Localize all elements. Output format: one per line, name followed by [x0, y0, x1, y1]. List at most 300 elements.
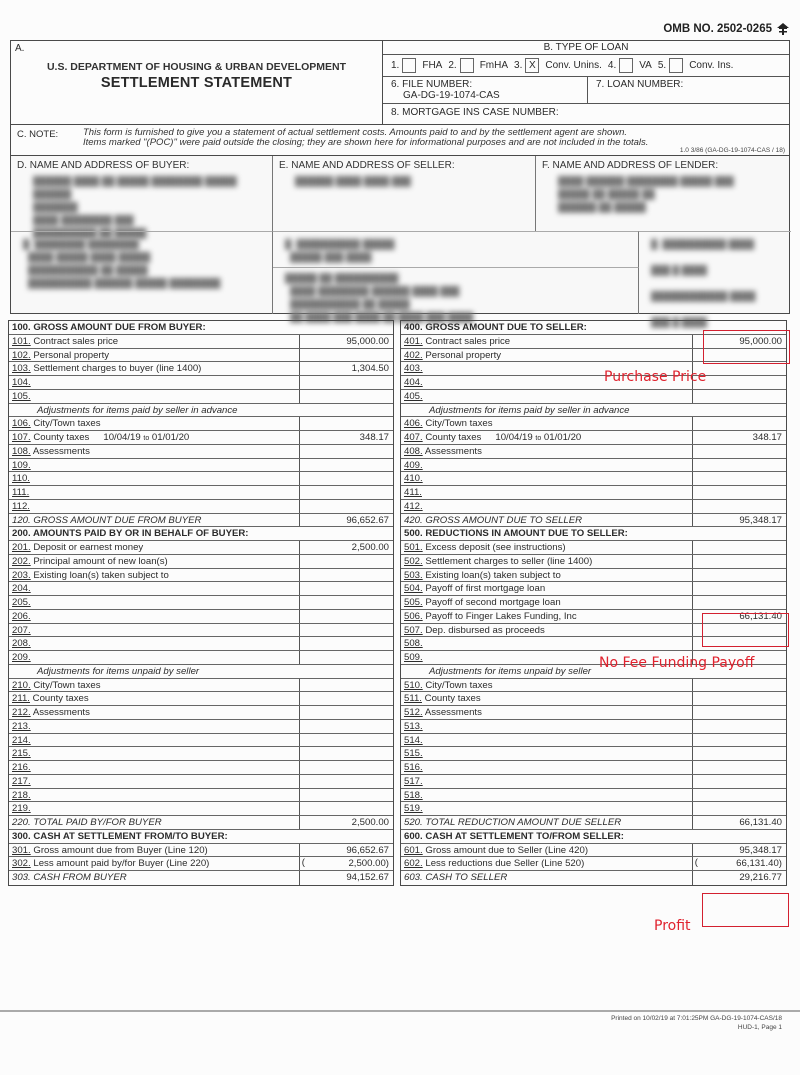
line-number: 101. [12, 335, 31, 347]
line-item [401, 692, 786, 706]
line-item [9, 486, 393, 500]
line-number: 105. [12, 390, 31, 402]
line-amount [692, 789, 786, 802]
line-number: 208. [12, 638, 31, 650]
line-number: 518. [404, 789, 423, 801]
seller-label: E. NAME AND ADDRESS OF SELLER: [279, 160, 455, 171]
line-item [9, 431, 393, 445]
loan-type-checkbox-fha[interactable] [402, 58, 416, 73]
line-number: 302. [12, 858, 31, 870]
buyer-redacted: ██████ ████ ██ █████ ████████ █████ ██████ ███████ ████ ████████ ███ ██████████ ██ █████ [33, 176, 237, 238]
line-item [401, 857, 786, 871]
line-description [401, 596, 692, 609]
line-number: 408. [404, 445, 423, 457]
lender-redacted: ████ ██████ ████████ █████ ███ █████ ██ █████ ██ ██████ ██ █████ [558, 176, 734, 212]
line-item [9, 459, 393, 473]
line-label: Less amount paid by/for Buyer (Line 220) [33, 858, 210, 870]
line-item [401, 376, 786, 390]
line-label: Gross amount due from Buyer (Line 120) [33, 844, 208, 856]
line-description [9, 514, 299, 527]
line-number: 210. [12, 679, 31, 691]
line-description [9, 637, 299, 650]
line-item [9, 720, 393, 734]
type-of-loan-label: B. TYPE OF LOAN [383, 41, 789, 55]
line-item [9, 555, 393, 569]
line-amount [299, 802, 393, 815]
line-item [401, 844, 786, 858]
line-amount: 95,000.00 [299, 335, 393, 348]
line-label: Payoff to Finger Lakes Funding, Inc [425, 610, 577, 622]
note-text [83, 128, 648, 148]
buyer-label: D. NAME AND ADDRESS OF BUYER: [17, 160, 190, 171]
dates-redacted: █. ██████████ ████ ███ █ ████ ████████████ ████ ███ █ ████ [651, 239, 756, 327]
line-number: 211. [12, 693, 30, 705]
line-number: 510. [404, 679, 423, 691]
line-item [9, 445, 393, 459]
date-from: 10/04/19 [495, 432, 533, 443]
line-number: 514. [404, 734, 423, 746]
line-item [9, 761, 393, 775]
settlement-agent-box [273, 231, 639, 267]
line-item [401, 459, 786, 473]
line-item [9, 500, 393, 514]
section-header [9, 527, 393, 541]
date-to: 01/01/20 [543, 432, 582, 443]
line-label: City/Town taxes [425, 418, 493, 430]
line-description [401, 472, 692, 485]
line-amount [299, 500, 393, 513]
line-item [9, 390, 393, 404]
line-item [9, 637, 393, 651]
line-description [401, 514, 692, 527]
line-number: 511. [404, 693, 422, 705]
line-amount [299, 651, 393, 664]
line-description [9, 555, 299, 568]
line-label: GROSS AMOUNT DUE FROM BUYER [33, 514, 202, 526]
line-number: 513. [404, 720, 423, 732]
line-number: 601. [404, 844, 423, 856]
line-number: 420. [404, 514, 423, 526]
line-description [9, 747, 299, 760]
hud-logo-icon [776, 22, 790, 36]
line-label: Principal amount of new loan(s) [33, 555, 168, 567]
agent-redacted: █. ██████████ █████ █████ ███ ████ [285, 239, 395, 262]
line-label: TOTAL PAID BY/FOR BUYER [33, 817, 162, 828]
section-b [383, 41, 789, 125]
line-description [9, 857, 299, 870]
line-label: Personal property [33, 349, 110, 361]
line-item [401, 720, 786, 734]
line-description [401, 816, 692, 829]
line-description [401, 789, 692, 802]
line-label: Gross amount due to Seller (Line 420) [425, 844, 589, 856]
loan-type-checkbox-va[interactable] [619, 58, 633, 73]
line-number: 303. [12, 872, 31, 883]
line-number: 120. [12, 514, 31, 526]
line-description [9, 486, 299, 499]
line-amount [692, 541, 786, 554]
line-description [401, 569, 692, 582]
loan-type-checkbox-conv-unins[interactable]: X [525, 58, 539, 73]
line-label: Excess deposit (see instructions) [425, 542, 566, 553]
line-amount [692, 500, 786, 513]
line-number: 212. [12, 707, 31, 718]
line-item [401, 417, 786, 431]
line-number: 409. [404, 459, 423, 471]
line-number: 520. [404, 817, 423, 828]
loan-type-label: VA [639, 60, 652, 71]
line-label: City/Town taxes [425, 679, 493, 691]
printed-timestamp: Printed on 10/02/19 at 7:01:25PM GA-DG-19-1074-CAS/18 [611, 1015, 782, 1022]
line-description [9, 349, 299, 362]
line-description [401, 734, 692, 747]
profit-annotation: Profit [654, 918, 691, 934]
loan-type-number: 3. [514, 60, 523, 71]
line-number: 407. [404, 432, 423, 443]
date-to-word: to [535, 435, 542, 442]
line-item [401, 734, 786, 748]
line-item [9, 789, 393, 803]
line-number: 109. [12, 459, 31, 471]
line-number: 507. [404, 624, 423, 636]
file-number-cell [383, 77, 588, 104]
line-amount: 66,131.40 [692, 610, 786, 623]
section-header [9, 830, 393, 844]
line-description [9, 624, 299, 637]
line-amount: 95,348.17 [692, 514, 786, 527]
line-label: CASH TO SELLER [425, 872, 508, 883]
line-number: 104. [12, 377, 31, 388]
loan-type-label: Conv. Ins. [689, 60, 734, 71]
settlement-date-box [639, 231, 791, 327]
line-amount: 348.17 [692, 431, 786, 444]
adjustments-subheader [9, 665, 393, 679]
line-amount [299, 720, 393, 733]
line-description [9, 692, 299, 705]
line-amount [692, 596, 786, 609]
line-description [9, 417, 299, 430]
line-number: 216. [12, 762, 31, 773]
line-item [401, 789, 786, 803]
line-amount [299, 637, 393, 650]
line-label: Less reductions due Seller (Line 520) [425, 858, 585, 870]
line-number: 215. [12, 748, 31, 760]
adjustments-subheader [401, 404, 786, 418]
line-description [9, 651, 299, 664]
line-description [401, 857, 692, 870]
line-number: 512. [404, 707, 423, 718]
line-number: 111. [12, 487, 30, 498]
line-description [9, 569, 299, 582]
note-label: C. NOTE: [17, 129, 59, 140]
line-number: 112. [12, 500, 30, 512]
line-number: 505. [404, 597, 423, 608]
line-number: 402. [404, 349, 423, 361]
omb-text: OMB NO. 2502-0265 [663, 23, 772, 35]
line-description: Adjustments for items unpaid by seller [429, 665, 592, 677]
buyer-box [11, 156, 273, 238]
line-description [401, 679, 692, 692]
line-item [9, 582, 393, 596]
total-row [9, 514, 393, 528]
line-description [9, 802, 299, 815]
property-location-box [11, 231, 273, 314]
line-number: 204. [12, 583, 31, 595]
line-amount: 1,304.50 [299, 362, 393, 375]
line-item [9, 335, 393, 349]
line-description [401, 775, 692, 788]
line-label: GROSS AMOUNT DUE TO SELLER [425, 514, 583, 526]
line-label: Payoff of second mortgage loan [425, 597, 561, 608]
line-item [9, 651, 393, 665]
total-row [9, 816, 393, 830]
line-number: 506. [404, 610, 423, 622]
line-amount: 348.17 [299, 431, 393, 444]
date-from: 10/04/19 [103, 432, 141, 443]
line-description: 200. AMOUNTS PAID BY OR IN BEHALF OF BUYER: [12, 528, 249, 540]
line-description [401, 610, 692, 623]
line-description [401, 802, 692, 815]
line-amount [692, 761, 786, 774]
line-amount [299, 789, 393, 802]
line-description [401, 486, 692, 499]
line-description [401, 390, 692, 403]
line-label: County taxes [33, 432, 90, 443]
line-amount [692, 555, 786, 568]
line-description [9, 582, 299, 595]
line-number: 103. [12, 363, 31, 375]
line-amount [299, 747, 393, 760]
loan-type-number: 1. [391, 60, 400, 71]
line-number: 508. [404, 638, 423, 650]
line-description [401, 637, 692, 650]
section-header [9, 321, 393, 335]
line-description: 400. GROSS AMOUNT DUE TO SELLER: [404, 322, 587, 333]
line-number: 509. [404, 652, 423, 663]
line-description [401, 747, 692, 760]
line-number: 218. [12, 789, 31, 801]
line-number: 219. [12, 803, 31, 815]
note-section [10, 124, 790, 156]
line-description [9, 720, 299, 733]
line-amount [299, 775, 393, 788]
line-item [401, 569, 786, 583]
line-description [401, 844, 692, 857]
line-item [401, 390, 786, 404]
section-a [11, 41, 383, 125]
line-item [401, 802, 786, 816]
file-number-value: GA-DG-19-1074-CAS [403, 90, 500, 101]
date-range [495, 432, 581, 443]
line-number: 213. [12, 720, 31, 732]
file-number-label: 6. FILE NUMBER: [391, 79, 473, 90]
date-to: 01/01/20 [151, 432, 190, 443]
line-number: 501. [404, 542, 423, 553]
lender-box [536, 156, 791, 231]
line-description [9, 376, 299, 389]
line-amount [692, 734, 786, 747]
line-description [401, 624, 692, 637]
line-amount: 95,348.17 [692, 844, 786, 857]
line-label: Dep. disbursed as proceeds [425, 624, 545, 636]
line-number: 517. [404, 775, 423, 787]
line-item [9, 706, 393, 720]
line-description [401, 349, 692, 362]
line-label: City/Town taxes [33, 418, 101, 430]
line-label: County taxes [424, 693, 481, 705]
line-item [401, 431, 786, 445]
line-amount: 94,152.67 [299, 871, 393, 885]
line-label: Personal property [425, 349, 502, 361]
line-amount: 66,131.40) [692, 857, 786, 870]
line-item [9, 844, 393, 858]
line-amount: 2,500.00 [299, 816, 393, 829]
line-item [9, 857, 393, 871]
date-range [103, 432, 189, 443]
line-description [401, 541, 692, 554]
line-description [401, 761, 692, 774]
line-amount [692, 445, 786, 458]
line-number: 107. [12, 432, 31, 443]
line-item [9, 596, 393, 610]
line-item [401, 596, 786, 610]
line-description [9, 459, 299, 472]
line-description [401, 706, 692, 719]
line-description [9, 706, 299, 719]
open-paren: ( [301, 857, 305, 869]
loan-type-checkbox-conv-ins[interactable] [669, 58, 683, 73]
seller-ledger [400, 320, 787, 886]
total-row [9, 871, 393, 885]
line-number: 220. [12, 817, 31, 828]
mortgage-case-label: 8. MORTGAGE INS CASE NUMBER: [391, 107, 559, 118]
purchase-price-highlight [703, 330, 790, 364]
line-description: 600. CASH AT SETTLEMENT TO/FROM SELLER: [404, 830, 624, 842]
line-item [9, 541, 393, 555]
line-label: TOTAL REDUCTION AMOUNT DUE SELLER [425, 817, 622, 828]
line-number: 515. [404, 748, 423, 760]
line-item [9, 692, 393, 706]
line-item [401, 472, 786, 486]
open-paren: ( [694, 857, 698, 869]
line-description [9, 362, 299, 375]
line-description [9, 871, 299, 885]
line-description [9, 472, 299, 485]
line-amount [692, 486, 786, 499]
line-item [9, 679, 393, 693]
section-header [401, 830, 786, 844]
form-header [10, 40, 790, 124]
line-description [9, 844, 299, 857]
line-number: 206. [12, 610, 31, 622]
line-label: Assessments [424, 445, 482, 457]
line-amount [299, 417, 393, 430]
line-amount [692, 720, 786, 733]
total-row [401, 514, 786, 528]
line-number: 504. [404, 583, 423, 595]
line-description [9, 789, 299, 802]
line-amount [692, 706, 786, 719]
line-number: 403. [404, 363, 423, 375]
line-label: County taxes [32, 693, 89, 705]
place-of-settlement-box [273, 267, 639, 322]
line-amount [299, 349, 393, 362]
line-number: 201. [12, 542, 31, 553]
line-amount [299, 706, 393, 719]
line-amount [299, 734, 393, 747]
line-amount [692, 390, 786, 403]
line-item [401, 582, 786, 596]
line-item [401, 555, 786, 569]
line-item [401, 761, 786, 775]
purchase-price-annotation: Purchase Price [604, 369, 707, 385]
line-amount: 2,500.00 [299, 541, 393, 554]
line-description: 300. CASH AT SETTLEMENT FROM/TO BUYER: [12, 830, 228, 842]
line-label: Assessments [32, 445, 90, 457]
line-number: 410. [404, 473, 423, 485]
line-item [401, 362, 786, 376]
line-amount [299, 679, 393, 692]
line-item [9, 734, 393, 748]
line-number: 214. [12, 734, 31, 746]
line-amount [299, 569, 393, 582]
line-amount [692, 459, 786, 472]
line-description: Adjustments for items unpaid by seller [37, 665, 200, 677]
line-item [401, 706, 786, 720]
line-label: Assessments [424, 707, 482, 718]
line-amount: 96,652.67 [299, 844, 393, 857]
page-label: HUD-1, Page 1 [737, 1024, 782, 1031]
line-amount [299, 624, 393, 637]
line-number: 217. [12, 775, 31, 787]
line-item [9, 610, 393, 624]
line-description: 500. REDUCTIONS IN AMOUNT DUE TO SELLER: [404, 528, 628, 540]
line-description [9, 445, 299, 458]
line-number: 203. [12, 569, 31, 581]
line-description [9, 390, 299, 403]
line-amount [299, 459, 393, 472]
line-description [9, 610, 299, 623]
line-amount [299, 555, 393, 568]
line-description [401, 555, 692, 568]
line-item [9, 472, 393, 486]
line-amount [299, 390, 393, 403]
line-amount [692, 692, 786, 705]
line-amount [299, 596, 393, 609]
line-amount: 95,000.00 [692, 335, 786, 348]
line-number: 401. [404, 335, 423, 347]
line-number: 405. [404, 390, 423, 402]
line-amount: 66,131.40 [692, 816, 786, 829]
line-amount [692, 802, 786, 815]
loan-type-checkbox-fmha[interactable] [460, 58, 474, 73]
line-label: Contract sales price [425, 335, 511, 347]
line-number: 202. [12, 555, 31, 567]
line-number: 519. [404, 803, 423, 815]
line-item [401, 747, 786, 761]
note-line-1: This form is furnished to give you a statement of actual settlement costs. Amounts paid to and by the settlement agent are shown. [83, 127, 628, 138]
seller-redacted: ██████ ████ ████ ███ [295, 176, 411, 186]
lender-label: F. NAME AND ADDRESS OF LENDER: [542, 160, 719, 171]
line-label: Contract sales price [33, 335, 119, 347]
line-description [401, 417, 692, 430]
line-label: City/Town taxes [33, 679, 101, 691]
line-amount [299, 692, 393, 705]
line-description [401, 582, 692, 595]
total-row [401, 871, 786, 885]
line-description [9, 734, 299, 747]
line-description [401, 500, 692, 513]
